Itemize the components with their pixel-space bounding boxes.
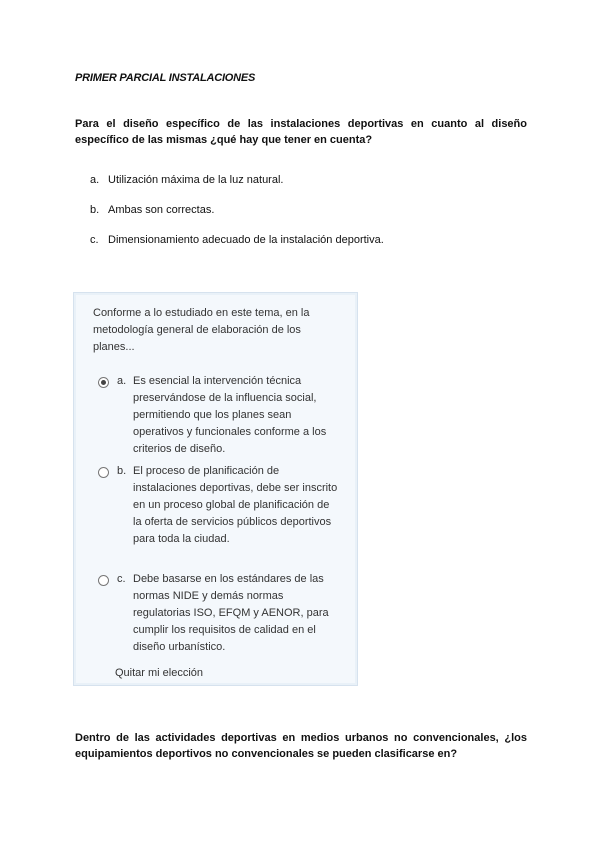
question-2-option-b[interactable] — [98, 463, 348, 548]
option-text: Es esencial la intervención técnica preservándose de la influencia social, permitiendo que los planes sean operativos y funcionales conforme a los criterios de diseño. — [133, 375, 327, 455]
question-1-option-c — [90, 234, 384, 264]
option-letter: c. — [90, 234, 99, 246]
clear-choice-link[interactable]: Quitar mi elección — [115, 667, 204, 679]
question-2-card-inner — [76, 295, 355, 683]
question-2-screenshot-card — [73, 292, 358, 686]
document-title: PRIMER PARCIAL INSTALACIONES — [75, 72, 256, 84]
question-2-prompt: Conforme a lo estudiado en este tema, en la metodología general de elaboración de los planes... — [93, 307, 310, 353]
radio-unselected-icon[interactable] — [98, 575, 109, 586]
question-3-text: Dentro de las actividades deportivas en medios urbanos no convencionales, ¿los equipamientos deportivos no convencionales se pueden clasificarse en? — [75, 732, 527, 760]
option-text: Debe basarse en los estándares de las normas NIDE y demás normas regulatorias ISO, EFQM y AENOR, para cumplir los requisitos de calidad en el diseño urbanístico. — [133, 573, 329, 653]
option-letter: a. — [90, 174, 100, 186]
option-text: Utilización máxima de la luz natural. — [108, 174, 284, 186]
option-text: El proceso de planificación de instalaciones deportivas, debe ser inscrito en un proceso global de planificación de la oferta de servicios públicos deportivos para toda la ciudad. — [133, 465, 338, 545]
question-1-text: Para el diseño específico de las instalaciones deportivas en cuanto al diseño específico de las mismas ¿qué hay que tener en cuenta? — [75, 118, 527, 146]
option-text: Ambas son correctas. — [108, 204, 215, 216]
question-2-option-a[interactable] — [98, 373, 348, 458]
radio-selected-icon[interactable] — [98, 377, 109, 388]
option-letter: b. — [90, 204, 100, 216]
question-2-option-c[interactable] — [98, 571, 348, 656]
question-1-option-b — [90, 204, 384, 234]
question-1-option-a — [90, 174, 384, 204]
radio-unselected-icon[interactable] — [98, 467, 109, 478]
option-letter: a. — [117, 375, 127, 387]
question-1-options — [90, 174, 384, 264]
option-text: Dimensionamiento adecuado de la instalación deportiva. — [108, 234, 384, 246]
option-letter: c. — [117, 573, 126, 585]
option-letter: b. — [117, 465, 127, 477]
